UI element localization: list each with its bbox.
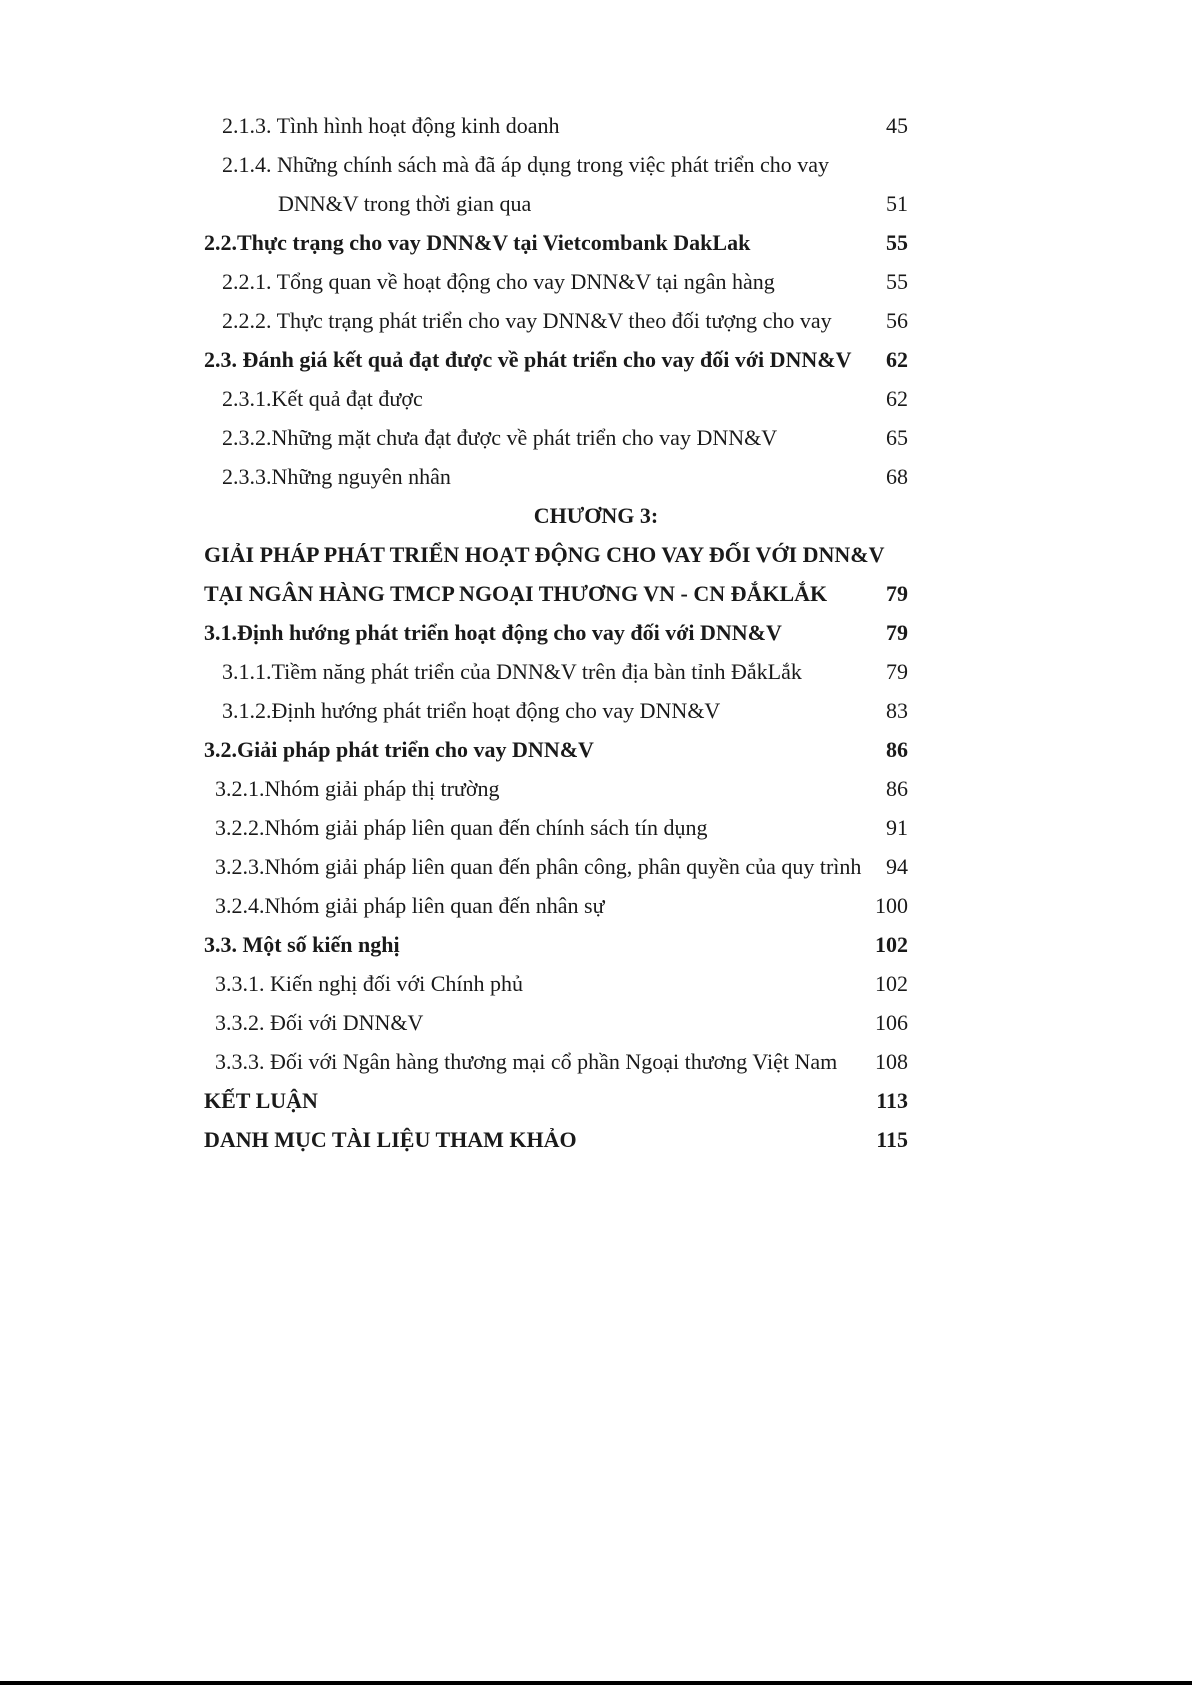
toc-entry-title: 2.3.3.Những nguyên nhân bbox=[222, 464, 451, 489]
toc-entry-2-2-2 bbox=[0, 303, 1192, 339]
toc-entry-2-2 bbox=[0, 225, 1192, 261]
toc-entry-title: 2.2.1. Tổng quan về hoạt động cho vay DNN&V tại ngân hàng bbox=[222, 269, 775, 294]
toc-entry-3-2-2 bbox=[0, 810, 1192, 846]
toc-entry-title: DNN&V trong thời gian qua bbox=[278, 191, 532, 216]
toc-entry-title: 3.2.Giải pháp phát triển cho vay DNN&V bbox=[204, 737, 594, 762]
toc-entry-title: 3.2.2.Nhóm giải pháp liên quan đến chính sách tín dụng bbox=[215, 815, 708, 840]
toc-entry-page: 45 bbox=[886, 113, 908, 138]
toc-entry-page: 115 bbox=[876, 1127, 908, 1152]
toc-entry-title: 2.3. Đánh giá kết quả đạt được về phát triển cho vay đối với DNN&V bbox=[204, 347, 852, 372]
toc-entry-title: GIẢI PHÁP PHÁT TRIỂN HOẠT ĐỘNG CHO VAY ĐỐI VỚI DNN&V bbox=[204, 542, 885, 567]
toc-entry-page: 86 bbox=[886, 737, 908, 762]
toc-entry-page: 65 bbox=[886, 425, 908, 450]
toc-entry-title: 3.3. Một số kiến nghị bbox=[204, 932, 400, 957]
toc-entry-2-2-1 bbox=[0, 264, 1192, 300]
toc-entry-page: 108 bbox=[875, 1049, 908, 1074]
toc-entry-3-1-2 bbox=[0, 693, 1192, 729]
toc-entry-2-1-3 bbox=[0, 108, 1192, 144]
toc-entry-title: 3.2.4.Nhóm giải pháp liên quan đến nhân sự bbox=[215, 893, 605, 918]
toc-entry-page: 91 bbox=[886, 815, 908, 840]
toc-entry-page: 62 bbox=[886, 347, 908, 372]
toc-entry-page: 113 bbox=[876, 1088, 908, 1113]
toc-entry-page: 79 bbox=[886, 620, 908, 645]
toc-entry-2-3-1 bbox=[0, 381, 1192, 417]
toc-entry-title: 3.2.3.Nhóm giải pháp liên quan đến phân công, phân quyền của quy trình bbox=[215, 854, 862, 879]
toc-entry-3-3-3 bbox=[0, 1044, 1192, 1080]
toc-entry-page: 56 bbox=[886, 308, 908, 333]
toc-entry-page: 79 bbox=[886, 659, 908, 684]
toc-entry-2-1-4-continued bbox=[0, 186, 1192, 222]
toc-entry-title: 2.2.Thực trạng cho vay DNN&V tại Vietcombank DakLak bbox=[204, 230, 751, 255]
toc-entry-page: 79 bbox=[886, 581, 908, 606]
toc-entry-title: 3.3.2. Đối với DNN&V bbox=[215, 1010, 424, 1035]
toc-entry-page: 106 bbox=[875, 1010, 908, 1035]
toc-entry-title: KẾT LUẬN bbox=[204, 1088, 318, 1113]
toc-entry-references bbox=[0, 1122, 1192, 1158]
toc-entry-page: 55 bbox=[886, 230, 908, 255]
toc-entry-3-3-2 bbox=[0, 1005, 1192, 1041]
toc-entry-page: 102 bbox=[875, 932, 908, 957]
chapter-title-line-2 bbox=[0, 576, 1192, 612]
toc-entry-3-2-4 bbox=[0, 888, 1192, 924]
toc-entry-page: 102 bbox=[875, 971, 908, 996]
toc-entry-page: 86 bbox=[886, 776, 908, 801]
toc-entry-page: 83 bbox=[886, 698, 908, 723]
toc-entry-title: 2.2.2. Thực trạng phát triển cho vay DNN&V theo đối tượng cho vay bbox=[222, 308, 832, 333]
toc-entry-title: 3.2.1.Nhóm giải pháp thị trường bbox=[215, 776, 500, 801]
toc-entry-title: TẠI NGÂN HÀNG TMCP NGOẠI THƯƠNG VN - CN ĐẮKLẮK bbox=[204, 581, 828, 606]
toc-entry-3-1-1 bbox=[0, 654, 1192, 690]
toc-entry-title: 2.1.3. Tình hình hoạt động kinh doanh bbox=[222, 113, 560, 138]
toc-entry-title: 3.1.2.Định hướng phát triển hoạt động cho vay DNN&V bbox=[222, 698, 721, 723]
toc-entry-title: 2.3.1.Kết quả đạt được bbox=[222, 386, 423, 411]
toc-entry-page: 51 bbox=[886, 191, 908, 216]
toc-entry-page: 55 bbox=[886, 269, 908, 294]
toc-entry-2-3 bbox=[0, 342, 1192, 378]
page-bottom-edge bbox=[0, 1681, 1192, 1685]
toc-entry-3-2 bbox=[0, 732, 1192, 768]
toc-entry-page: 68 bbox=[886, 464, 908, 489]
toc-entry-title: 3.1.Định hướng phát triển hoạt động cho vay đối với DNN&V bbox=[204, 620, 782, 645]
toc-entry-3-1 bbox=[0, 615, 1192, 651]
chapter-title-line-1 bbox=[0, 537, 1192, 573]
toc-entry-3-2-3 bbox=[0, 849, 1192, 885]
toc-entry-title: 3.1.1.Tiềm năng phát triển của DNN&V trên địa bàn tỉnh ĐắkLắk bbox=[222, 659, 802, 684]
toc-entry-3-2-1 bbox=[0, 771, 1192, 807]
toc-entry-title: 2.3.2.Những mặt chưa đạt được về phát triển cho vay DNN&V bbox=[222, 425, 778, 450]
toc-entry-page: 94 bbox=[886, 854, 908, 879]
toc-entry-conclusion bbox=[0, 1083, 1192, 1119]
toc-entry-3-3 bbox=[0, 927, 1192, 963]
toc-entry-title: DANH MỤC TÀI LIỆU THAM KHẢO bbox=[204, 1127, 577, 1152]
toc-entry-title: 2.1.4. Những chính sách mà đã áp dụng trong việc phát triển cho vay bbox=[222, 152, 829, 177]
chapter-heading bbox=[0, 498, 1192, 534]
toc-entry-title: 3.3.1. Kiến nghị đối với Chính phủ bbox=[215, 971, 524, 996]
toc-entry-page: 100 bbox=[875, 893, 908, 918]
chapter-heading-text: CHƯƠNG 3: bbox=[533, 503, 659, 528]
toc-entry-2-3-3 bbox=[0, 459, 1192, 495]
toc-entry-3-3-1 bbox=[0, 966, 1192, 1002]
toc-entry-title: 3.3.3. Đối với Ngân hàng thương mại cổ phần Ngoại thương Việt Nam bbox=[215, 1049, 838, 1074]
toc-entry-page: 62 bbox=[886, 386, 908, 411]
toc-entry-2-1-4 bbox=[0, 147, 1192, 183]
toc-entry-2-3-2 bbox=[0, 420, 1192, 456]
